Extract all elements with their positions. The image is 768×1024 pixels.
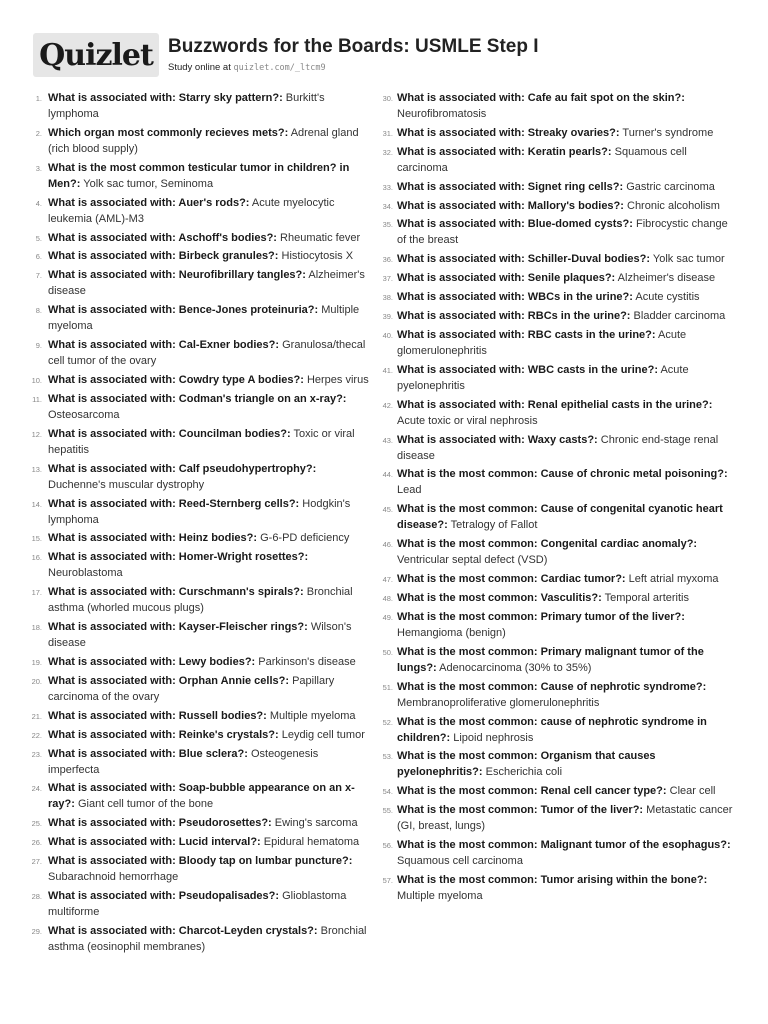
- term-item: [30, 673, 372, 705]
- term-question: What is associated with: Lucid interval?:: [48, 836, 261, 849]
- term-question: What is associated with: Birbeck granules?:: [48, 250, 279, 263]
- term-answer: Metastatic cancer (GI, breast, lungs): [397, 804, 733, 833]
- term-answer: Glioblastoma multiforme: [48, 890, 347, 919]
- term-answer: Fibrocystic change of the breast: [397, 218, 728, 247]
- term-number: 34.: [382, 201, 393, 211]
- term-answer: Chronic end-stage renal disease: [397, 433, 719, 462]
- term-question: What is the most common: Cause of congenital cyanotic heart disease?:: [397, 503, 723, 532]
- term-question: What is associated with: RBC casts in the urine?:: [397, 328, 656, 341]
- term-item: [383, 679, 733, 711]
- left-column: [30, 90, 372, 958]
- term-item: [30, 195, 372, 227]
- page-header: [33, 33, 753, 77]
- term-item: [383, 251, 733, 267]
- term-number: 16.: [31, 553, 42, 563]
- term-item: [30, 160, 372, 192]
- term-answer: Leydig cell tumor: [281, 728, 365, 741]
- term-question: What is associated with: Russell bodies?:: [48, 709, 267, 722]
- term-answer: Yolk sac tumor, Seminoma: [83, 177, 214, 190]
- term-number: 3.: [35, 163, 42, 173]
- term-question: What is associated with: Orphan Annie cells?:: [48, 674, 290, 687]
- term-item: [383, 644, 733, 676]
- term-answer: Multiple myeloma: [48, 304, 360, 333]
- term-answer: Rheumatic fever: [280, 231, 361, 244]
- term-question: What is associated with: Keratin pearls?:: [397, 145, 612, 158]
- term-question: What is associated with: Homer-Wright rosettes?:: [48, 551, 309, 564]
- term-answer: Acute glomerulonephritis: [397, 328, 687, 357]
- term-item: [383, 501, 733, 533]
- term-answer: Squamous cell carcinoma: [397, 855, 523, 868]
- term-question: What is the most common: Cardiac tumor?:: [397, 573, 626, 586]
- page-title: Buzzwords for the Boards: USMLE Step I: [168, 36, 539, 57]
- term-number: 20.: [31, 676, 42, 686]
- term-question: What is associated with: Blue-domed cysts?:: [397, 218, 633, 231]
- term-item: [383, 90, 733, 122]
- term-answer: Acute pyelonephritis: [397, 363, 689, 392]
- term-item: [30, 391, 372, 423]
- term-number: 33.: [382, 182, 393, 192]
- term-answer: Clear cell: [669, 785, 716, 798]
- term-question: What is associated with: Schiller-Duval bodies?:: [397, 253, 651, 266]
- term-answer: Acute toxic or viral nephrosis: [397, 414, 538, 427]
- term-number: 9.: [35, 341, 42, 351]
- term-number: 35.: [382, 220, 393, 230]
- term-number: 49.: [382, 612, 393, 622]
- term-question: What is associated with: Cafe au fait spot on the skin?:: [397, 92, 685, 104]
- term-number: 56.: [382, 841, 393, 851]
- term-number: 39.: [382, 312, 393, 322]
- term-number: 14.: [31, 499, 42, 509]
- term-item: [30, 461, 372, 493]
- term-answer: Multiple myeloma: [269, 709, 356, 722]
- term-number: 29.: [31, 926, 42, 936]
- term-item: [383, 837, 733, 869]
- term-answer: Left atrial myxoma: [628, 573, 719, 586]
- term-number: 4.: [35, 198, 42, 208]
- term-item: [383, 872, 733, 904]
- term-question: What is associated with: Codman's triangle on an x-ray?:: [48, 392, 347, 405]
- term-item: [383, 714, 733, 746]
- term-item: [30, 746, 372, 778]
- term-answer: Turner's syndrome: [622, 126, 714, 139]
- term-number: 12.: [31, 429, 42, 439]
- term-number: 55.: [382, 806, 393, 816]
- term-question: What is associated with: Blue sclera?:: [48, 747, 248, 760]
- term-item: [383, 362, 733, 394]
- term-answer: Osteosarcoma: [48, 408, 120, 421]
- term-question: What is associated with: Charcot-Leyden crystals?:: [48, 924, 318, 937]
- term-item: [383, 198, 733, 214]
- term-question: What is associated with: WBC casts in the urine?:: [397, 363, 658, 376]
- term-answer: Duchenne's muscular dystrophy: [48, 478, 205, 491]
- term-item: [383, 571, 733, 587]
- term-question: What is associated with: Aschoff's bodies?:: [48, 231, 277, 244]
- term-number: 6.: [35, 252, 42, 262]
- term-number: 42.: [382, 400, 393, 410]
- term-number: 44.: [382, 470, 393, 480]
- term-number: 57.: [382, 876, 393, 886]
- term-question: What is the most common: Cause of chronic metal poisoning?:: [397, 468, 728, 481]
- term-item: [383, 125, 733, 141]
- study-online-line: [168, 62, 326, 73]
- term-answer: Hodgkin's lymphoma: [48, 497, 351, 526]
- term-number: 15.: [31, 534, 42, 544]
- term-item: [30, 90, 372, 122]
- quizlet-logo[interactable]: Quizlet: [33, 33, 159, 77]
- term-item: [30, 654, 372, 670]
- term-item: [30, 888, 372, 920]
- term-question: What is associated with: Bloody tap on lumbar puncture?:: [48, 855, 353, 868]
- term-answer: Subarachnoid hemorrhage: [48, 871, 179, 884]
- term-number: 27.: [31, 857, 42, 867]
- term-question: What is associated with: Pseudorosettes?:: [48, 817, 272, 830]
- term-answer: G-6-PD deficiency: [260, 532, 350, 545]
- term-number: 38.: [382, 293, 393, 303]
- term-number: 25.: [31, 819, 42, 829]
- term-item: [30, 834, 372, 850]
- term-answer: Acute cystitis: [635, 291, 700, 304]
- term-answer: Neurofibromatosis: [397, 108, 487, 120]
- term-item: [383, 327, 733, 359]
- term-answer: Epidural hematoma: [263, 836, 360, 849]
- term-question: What is associated with: Lewy bodies?:: [48, 656, 256, 669]
- study-url-link[interactable]: quizlet.com/_ltcm9: [233, 63, 326, 73]
- term-question: What is associated with: Waxy casts?:: [397, 433, 598, 446]
- term-item: [30, 337, 372, 369]
- term-answer: Adenocarcinoma (30% to 35%): [439, 661, 592, 674]
- term-answer: Parkinson's disease: [258, 656, 356, 669]
- term-question: What is the most common: Renal cell cancer type?:: [397, 785, 667, 798]
- term-question: What is associated with: Heinz bodies?:: [48, 532, 258, 545]
- term-item: [30, 708, 372, 724]
- term-item: [30, 302, 372, 334]
- term-answer: Neuroblastoma: [48, 567, 123, 580]
- term-number: 41.: [382, 365, 393, 375]
- term-number: 40.: [382, 330, 393, 340]
- term-number: 5.: [35, 233, 42, 243]
- term-question: What is the most common: cause of nephrotic syndrome in children?:: [397, 715, 707, 744]
- term-number: 52.: [382, 717, 393, 727]
- term-answer: Membranoproliferative glomerulonephritis: [397, 696, 600, 709]
- term-answer: Squamous cell carcinoma: [397, 145, 687, 174]
- term-number: 17.: [31, 588, 42, 598]
- term-answer: Acute myelocytic leukemia (AML)-M3: [48, 196, 335, 225]
- term-item: [30, 584, 372, 616]
- term-question: What is the most common: Primary malignant tumor of the lungs?:: [397, 645, 704, 674]
- term-question: What is associated with: Cowdry type A bodies?:: [48, 374, 304, 387]
- term-item: [30, 853, 372, 885]
- term-number: 51.: [382, 682, 393, 692]
- term-answer: Gastric carcinoma: [626, 180, 715, 193]
- term-answer: Chronic alcoholism: [627, 199, 720, 212]
- term-item: [383, 308, 733, 324]
- term-item: [30, 125, 372, 157]
- term-answer: Multiple myeloma: [397, 890, 483, 903]
- term-number: 26.: [31, 838, 42, 848]
- term-item: [30, 426, 372, 458]
- term-question: What is associated with: Signet ring cells?:: [397, 180, 624, 193]
- term-answer: Bronchial asthma (whorled mucous plugs): [48, 586, 353, 615]
- term-item: [30, 923, 372, 955]
- term-number: 30.: [382, 94, 393, 103]
- study-online-label: Study online at: [168, 62, 234, 73]
- term-question: What is associated with: Kayser-Fleischer rings?:: [48, 621, 308, 634]
- term-answer: Ewing's sarcoma: [274, 817, 358, 830]
- term-item: [383, 270, 733, 286]
- term-answer: Alzheimer's disease: [48, 269, 365, 298]
- term-number: 54.: [382, 787, 393, 797]
- term-question: What is associated with: Renal epithelial casts in the urine?:: [397, 398, 713, 411]
- term-number: 13.: [31, 464, 42, 474]
- term-question: What is the most common: Vasculitis?:: [397, 592, 602, 605]
- term-question: What is associated with: RBCs in the urine?:: [397, 310, 631, 323]
- term-number: 23.: [31, 749, 42, 759]
- term-item: [383, 397, 733, 429]
- term-number: 47.: [382, 575, 393, 585]
- term-answer: Alzheimer's disease: [617, 272, 716, 285]
- term-answer: Wilson's disease: [48, 621, 352, 650]
- term-question: What is associated with: Mallory's bodies?:: [397, 199, 624, 212]
- term-answer: Yolk sac tumor: [652, 253, 725, 266]
- term-question: What is the most common: Primary tumor of the liver?:: [397, 610, 685, 623]
- term-item: [383, 216, 733, 248]
- term-number: 11.: [32, 394, 42, 404]
- term-number: 24.: [31, 784, 42, 794]
- term-question: What is associated with: Auer's rods?:: [48, 196, 250, 209]
- term-question: What is associated with: Reed-Sternberg cells?:: [48, 497, 300, 510]
- term-number: 45.: [382, 505, 393, 515]
- term-item: [30, 372, 372, 388]
- term-question: Which organ most commonly recieves mets?:: [48, 126, 289, 139]
- term-item: [30, 530, 372, 546]
- term-number: 10.: [31, 376, 42, 386]
- term-question: What is associated with: Pseudopalisades?:: [48, 890, 280, 903]
- term-number: 31.: [382, 128, 393, 138]
- term-number: 7.: [35, 271, 42, 281]
- term-answer: Lipoid nephrosis: [453, 731, 534, 744]
- term-question: What is associated with: Reinke's crystals?:: [48, 728, 279, 741]
- term-answer: Bronchial asthma (eosinophil membranes): [48, 924, 367, 953]
- term-answer: Histiocytosis X: [281, 250, 354, 263]
- term-number: 21.: [31, 711, 42, 721]
- term-question: What is associated with: Bence-Jones proteinuria?:: [48, 304, 319, 317]
- term-item: [383, 590, 733, 606]
- term-answer: Herpes virus: [306, 374, 369, 387]
- term-number: 19.: [31, 658, 42, 668]
- term-item: [30, 619, 372, 651]
- term-answer: Adrenal gland (rich blood supply): [48, 126, 359, 155]
- term-question: What is associated with: Councilman bodies?:: [48, 427, 291, 440]
- term-question: What is associated with: Curschmann's spirals?:: [48, 586, 304, 599]
- term-item: [30, 496, 372, 528]
- term-item: [30, 780, 372, 812]
- term-answer: Papillary carcinoma of the ovary: [48, 674, 335, 703]
- term-answer: Toxic or viral hepatitis: [48, 427, 355, 456]
- term-question: What is associated with: Starry sky pattern?:: [48, 92, 283, 104]
- term-number: 32.: [382, 147, 393, 157]
- term-item: [383, 466, 733, 498]
- term-answer: Ventricular septal defect (VSD): [397, 554, 548, 567]
- term-answer: Hemangioma (benign): [397, 626, 506, 639]
- term-question: What is associated with: Cal-Exner bodies?:: [48, 339, 280, 352]
- term-answer: Tetralogy of Fallot: [450, 519, 538, 532]
- term-answer: Bladder carcinoma: [633, 310, 726, 323]
- term-number: 50.: [382, 647, 393, 657]
- term-answer: Burkitt's lymphoma: [48, 92, 325, 120]
- term-number: 37.: [382, 274, 393, 284]
- term-number: 46.: [382, 540, 393, 550]
- term-number: 28.: [31, 892, 42, 902]
- term-item: [383, 783, 733, 799]
- right-column: [383, 90, 733, 907]
- term-answer: Granulosa/thecal cell tumor of the ovary: [48, 339, 366, 368]
- term-item: [30, 267, 372, 299]
- term-number: 53.: [382, 752, 393, 762]
- term-number: 2.: [35, 128, 42, 138]
- term-number: 22.: [31, 730, 42, 740]
- term-question: What is associated with: Streaky ovaries?:: [397, 126, 620, 139]
- term-item: [30, 549, 372, 581]
- term-question: What is associated with: Soap-bubble appearance on an x-ray?:: [48, 782, 355, 811]
- term-answer: Temporal arteritis: [604, 592, 689, 605]
- term-question: What is the most common: Organism that causes pyelonephritis?:: [397, 750, 656, 779]
- term-question: What is the most common: Cause of nephrotic syndrome?:: [397, 680, 707, 693]
- term-question: What is associated with: Neurofibrillary tangles?:: [48, 269, 306, 282]
- term-item: [383, 179, 733, 195]
- term-number: 36.: [382, 255, 393, 265]
- term-item: [383, 802, 733, 834]
- term-question: What is the most common: Congenital cardiac anomaly?:: [397, 538, 698, 551]
- term-item: [383, 144, 733, 176]
- term-answer: Osteogenesis imperfecta: [48, 747, 319, 776]
- term-question: What is associated with: WBCs in the urine?:: [397, 291, 633, 304]
- term-number: 1.: [35, 94, 42, 103]
- term-question: What is the most common testicular tumor in children? in Men?:: [48, 161, 350, 190]
- term-item: [30, 727, 372, 743]
- term-number: 18.: [31, 623, 42, 633]
- term-item: [383, 609, 733, 641]
- term-item: [30, 248, 372, 264]
- term-answer: Escherichia coli: [485, 766, 563, 779]
- term-number: 48.: [382, 594, 393, 604]
- term-question: What is the most common: Malignant tumor of the esophagus?:: [397, 839, 731, 852]
- term-number: 8.: [35, 306, 42, 316]
- term-item: [30, 815, 372, 831]
- term-question: What is the most common: Tumor arising within the bone?:: [397, 874, 708, 887]
- term-item: [383, 748, 733, 780]
- term-question: What is the most common: Tumor of the liver?:: [397, 804, 644, 817]
- term-item: [383, 289, 733, 305]
- term-number: 43.: [382, 435, 393, 445]
- term-answer: Giant cell tumor of the bone: [77, 798, 214, 811]
- term-item: [383, 432, 733, 464]
- term-question: What is associated with: Calf pseudohypertrophy?:: [48, 462, 317, 475]
- term-question: What is associated with: Senile plaques?:: [397, 272, 616, 285]
- term-item: [383, 536, 733, 568]
- term-item: [30, 230, 372, 246]
- term-answer: Lead: [397, 484, 422, 497]
